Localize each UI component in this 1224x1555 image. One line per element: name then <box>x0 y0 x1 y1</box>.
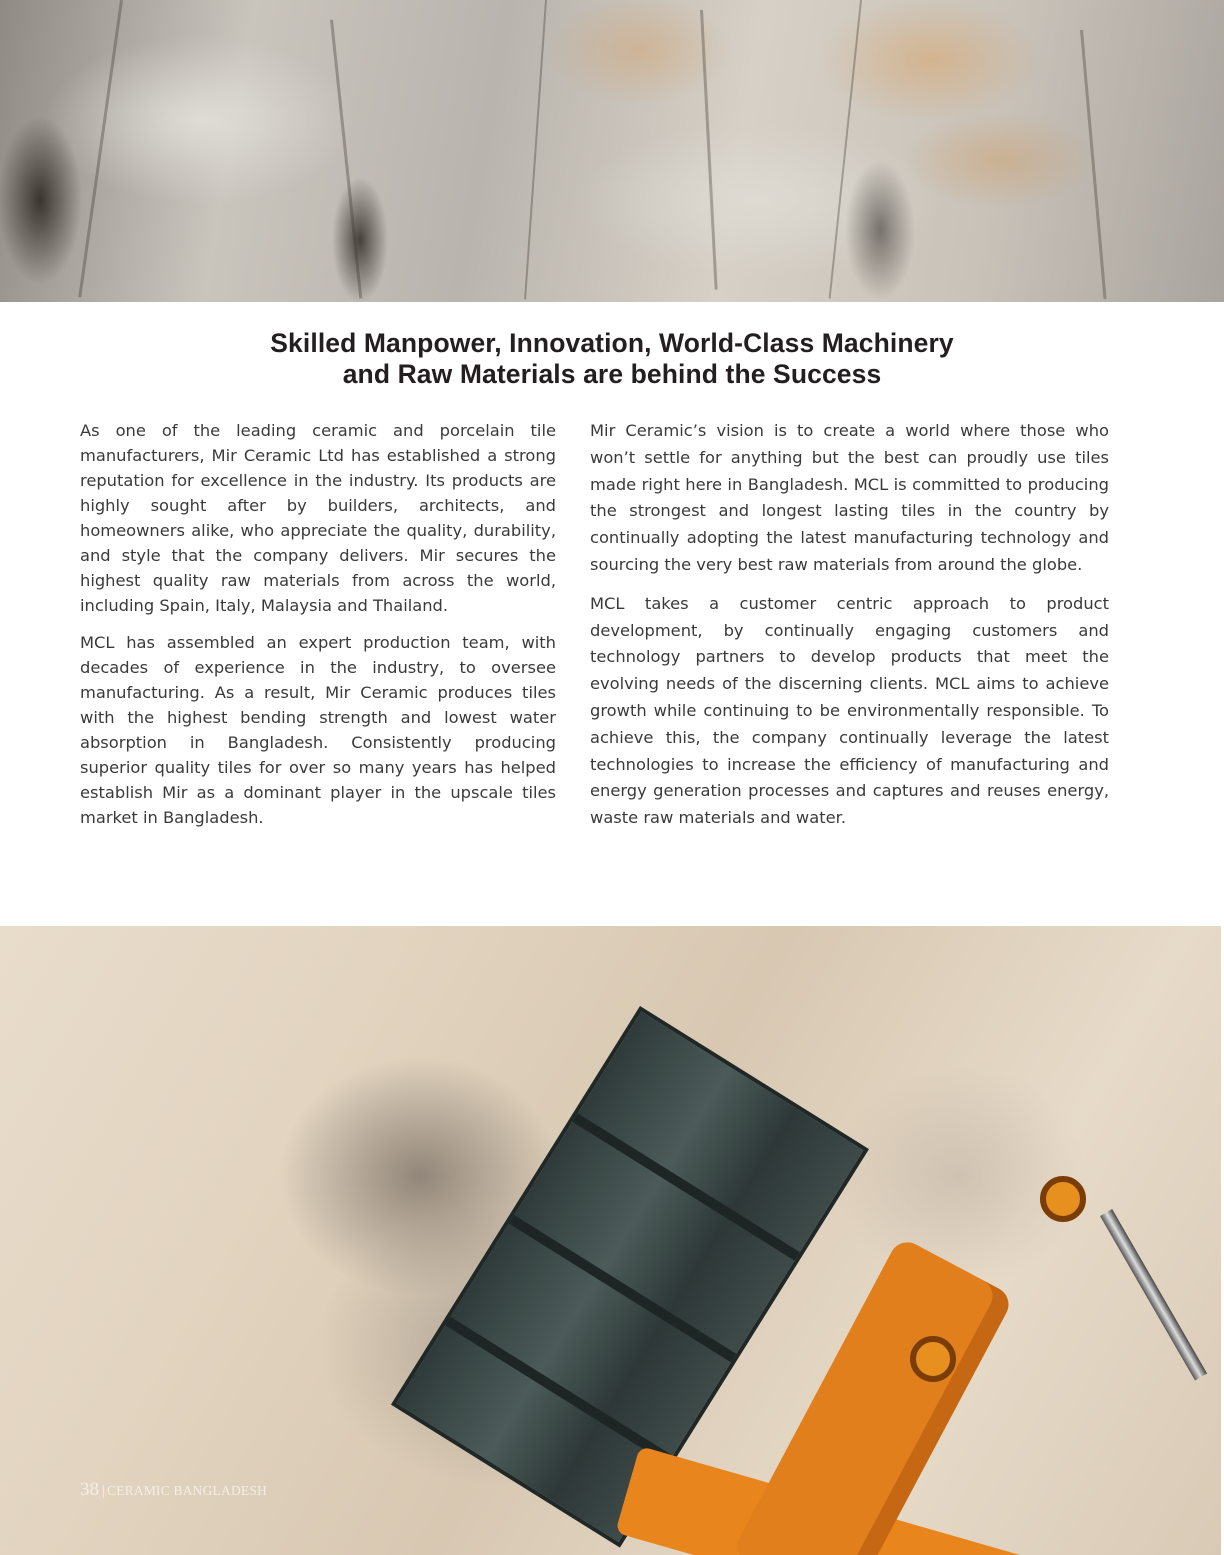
right-column <box>590 418 1109 844</box>
loader-pin <box>1040 1176 1086 1222</box>
heading-line-2: and Raw Materials are behind the Success <box>342 359 882 389</box>
loader-pin <box>910 1336 956 1382</box>
paragraph: MCL takes a customer centric approach to product development, by continually engaging customers and technology partners to develop products that meet the evolving needs of the discerning clients. MCL aims to achieve growth while continuing to be environmentally responsible. To achieve this, the company continually leverage the latest technologies to increase the efficiency of manufacturing and energy generation processes and captures and reuses energy, waste raw materials and water. <box>590 593 1109 828</box>
hydraulic-rod <box>1100 1209 1207 1381</box>
heading-line-1: Skilled Manpower, Innovation, World-Class Machinery <box>270 328 954 358</box>
paragraph: MCL has assembled an expert production team, with decades of experience in the industry, to oversee manufacturing. As a result, Mir Ceramic produces tiles with the highest bending strength and lowest water absorption in Bangladesh. Consistently producing superior quality tiles for over so many years has helped establish Mir as a dominant player in the upscale tiles market in Bangladesh. <box>80 633 556 827</box>
paragraph: As one of the leading ceramic and porcelain tile manufacturers, Mir Ceramic Ltd has established a strong reputation for excellence in the industry. Its products are highly sought after by builders, architects, and homeowners alike, who appreciate the quality, durability, and style that the company delivers. Mir secures the highest quality raw materials from across the world, including Spain, Italy, Malaysia and Thailand. <box>80 421 556 615</box>
page-footer <box>80 1479 267 1501</box>
left-column <box>80 418 556 842</box>
article-heading <box>150 328 1074 390</box>
footer-separator: | <box>102 1483 106 1499</box>
page-number: 38 <box>80 1479 99 1500</box>
paragraph: Mir Ceramic’s vision is to create a world where those who won’t settle for anything but the best can proudly use tiles made right here in Bangladesh. MCL is committed to producing the strongest and longest lasting tiles in the country by continually adopting the latest manufacturing technology and sourcing the very best raw materials from around the globe. <box>590 421 1109 574</box>
clay-rock-photo <box>0 0 1224 302</box>
loader-bucket-photo <box>0 926 1221 1555</box>
publication-name: CERAMIC BANGLADESH <box>107 1483 267 1498</box>
